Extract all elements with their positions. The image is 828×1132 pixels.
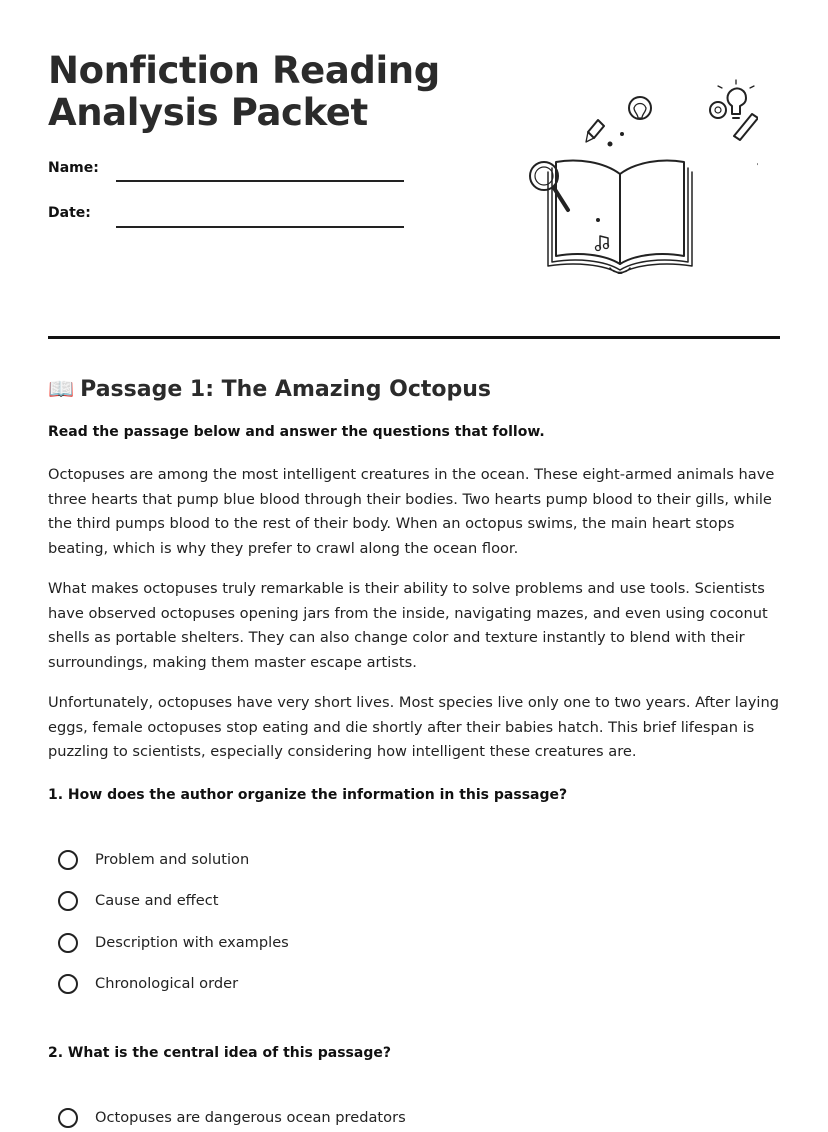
- header-divider: [48, 336, 780, 339]
- answer-option-label: Octopuses are dangerous ocean predators: [95, 1109, 406, 1126]
- question-2-prompt: 2. What is the central idea of this passage?: [48, 1045, 391, 1061]
- radio-button[interactable]: [58, 974, 78, 994]
- radio-button[interactable]: [58, 933, 78, 953]
- passage-title: [48, 374, 491, 405]
- title-line-2: Analysis Packet: [48, 91, 368, 134]
- book-icon: 📖: [48, 377, 75, 401]
- title-line-1: Nonfiction Reading: [48, 49, 440, 92]
- date-label: Date:: [48, 205, 91, 221]
- name-field[interactable]: [116, 180, 404, 182]
- answer-option[interactable]: [58, 850, 658, 874]
- name-label: Name:: [48, 160, 99, 176]
- date-field[interactable]: [116, 226, 404, 228]
- radio-button[interactable]: [58, 850, 78, 870]
- question-1-prompt: 1. How does the author organize the information in this passage?: [48, 787, 568, 803]
- answer-option[interactable]: [58, 891, 658, 915]
- passage-paragraph: Unfortunately, octopuses have very short lives. Most species live only one to two years. After laying eggs, female octopuses stop eating and die shortly after their babies hatch. This brief lifespan is puzzling to scientists, especially considering how intelligent these creatures are.: [48, 694, 779, 761]
- answer-option-label: Description with examples: [95, 934, 289, 951]
- passage-title-text: Passage 1: The Amazing Octopus: [80, 377, 492, 402]
- worksheet-page: [48, 0, 780, 1126]
- answer-option-label: Problem and solution: [95, 851, 250, 868]
- page-title: [48, 50, 440, 134]
- radio-button[interactable]: [58, 1108, 78, 1128]
- passage-instruction: Read the passage below and answer the questions that follow.: [48, 424, 545, 440]
- answer-option[interactable]: [58, 974, 658, 998]
- book-illustration: [526, 78, 758, 274]
- passage-paragraph: Octopuses are among the most intelligent creatures in the ocean. These eight-armed animals have three hearts that pump blue blood through their bodies. Two hearts pump blood to their gills, while the third pumps blood to the rest of their body. When an octopus swims, the main heart stops beating, which is why they prefer to crawl along the ocean floor.: [48, 466, 775, 557]
- answer-option-label: Chronological order: [95, 975, 239, 992]
- answer-option[interactable]: [58, 933, 658, 957]
- answer-option-label: Cause and effect: [95, 892, 219, 909]
- passage-paragraph: What makes octopuses truly remarkable is their ability to solve problems and use tools. Scientists have observed octopuses opening jars from the inside, navigating mazes, and even using coconut shells as portable shelters. They can also change color and texture instantly to blend with their surroundings, making them master escape artists.: [48, 580, 768, 671]
- radio-button[interactable]: [58, 891, 78, 911]
- answer-option[interactable]: [58, 1108, 658, 1132]
